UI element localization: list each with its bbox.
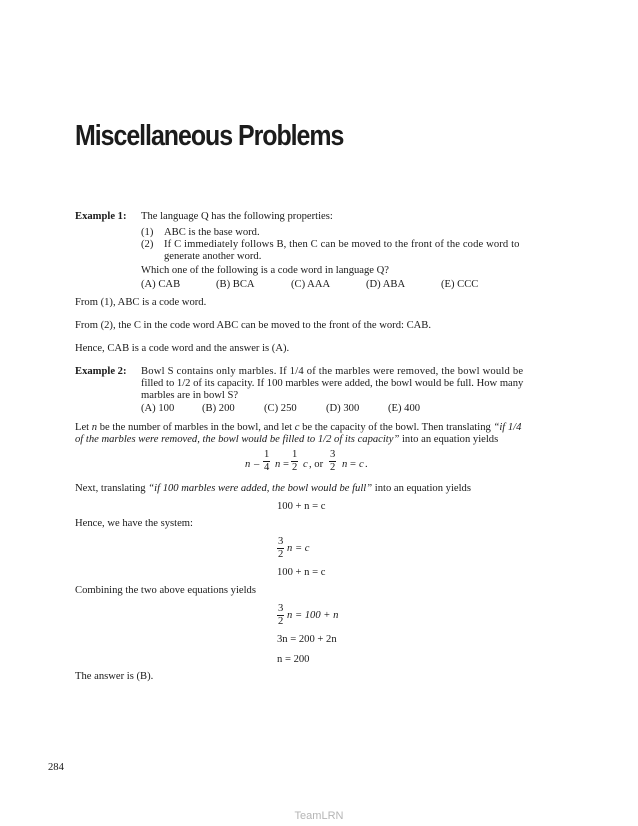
example-1-intro: The language Q has the following properties:: [141, 211, 333, 222]
solution-1-line-1: From (1), ABC is a code word.: [75, 297, 207, 308]
fraction-three-halves: $\frac{3}{2}$: [330, 449, 336, 473]
example-1-option-b: (B) BCA: [216, 279, 255, 290]
fraction-one-half: $\frac{1}{2}$: [292, 449, 298, 473]
solution-2-line-5: Combining the two above equations yields: [75, 585, 256, 596]
equation-2: 100 + n = c: [277, 501, 326, 512]
variable-n: n: [91, 422, 98, 433]
property-2-text-line-2: generate another word.: [164, 251, 262, 262]
variable-c: c: [294, 422, 300, 433]
equation-1: n – $\frac{1}{4}$ n = $\frac{1}{2}$ c , or $\frac{3}{2}$ n = c .: [245, 449, 368, 473]
system-equation-2: 100 + n = c: [277, 567, 326, 578]
solution-1-line-3: Hence, CAB is a code word and the answer is (A).: [75, 343, 290, 354]
example-1-option-e: (E) CCC: [441, 279, 479, 290]
solution-2-answer: The answer is (B).: [75, 671, 154, 682]
example-2-option-e: (E) 400: [388, 403, 421, 414]
combined-equation-1: $\frac{3}{2}$ n = 100 + n: [278, 603, 339, 627]
fraction-three-halves: $\frac{3}{2}$: [278, 536, 284, 560]
solution-2-line-1: Let n be the number of marbles in the bowl, and let c be the capacity of the bowl. Then translating “if 1/4: [75, 422, 522, 433]
property-1-text: ABC is the base word.: [164, 227, 260, 238]
system-equation-1: $\frac{3}{2}$ n = c: [278, 536, 310, 560]
example-1-label: Example 1:: [75, 211, 127, 222]
footer-watermark: TeamLRN: [294, 810, 344, 822]
combined-equation-2: 3n = 200 + 2n: [277, 634, 337, 645]
example-2-line-3: marbles are in bowl S?: [141, 390, 239, 401]
solution-2-line-4: Hence, we have the system:: [75, 518, 193, 529]
example-1-question: Which one of the following is a code word in language Q?: [141, 265, 389, 276]
page-title: Miscellaneous Problems: [75, 120, 344, 152]
combined-equation-3: n = 200: [277, 654, 310, 665]
fraction-one-quarter: $\frac{1}{4}$: [264, 449, 270, 473]
example-1-option-a: (A) CAB: [141, 279, 181, 290]
property-2-text-line-1: If C immediately follows B, then C can be moved to the front of the code word to: [164, 239, 520, 250]
example-2-option-a: (A) 100: [141, 403, 175, 414]
solution-2-line-2: of the marbles were removed, the bowl would be filled to 1/2 of its capacity” into an equation yields: [75, 434, 499, 445]
example-2-line-2: filled to 1/2 of its capacity. If 100 marbles were added, the bowl would be full. How many: [141, 378, 524, 389]
example-1-option-c: (C) AAA: [291, 279, 331, 290]
solution-1-line-2: From (2), the C in the code word ABC can be moved to the front of the word: CAB.: [75, 320, 432, 331]
example-2-line-1: Bowl S contains only marbles. If 1/4 of the marbles were removed, the bowl would be: [141, 366, 524, 377]
property-1-number: (1): [141, 227, 154, 238]
example-2-option-c: (C) 250: [264, 403, 297, 414]
example-2-option-b: (B) 200: [202, 403, 235, 414]
example-1-option-d: (D) ABA: [366, 279, 406, 290]
example-2-option-d: (D) 300: [326, 403, 360, 414]
page-number: 284: [48, 762, 64, 773]
fraction-three-halves: $\frac{3}{2}$: [278, 603, 284, 627]
property-2-number: (2): [141, 239, 154, 250]
example-2-label: Example 2:: [75, 366, 127, 377]
solution-2-line-3: Next, translating “if 100 marbles were added, the bowl would be full” into an equation yields: [75, 483, 471, 494]
